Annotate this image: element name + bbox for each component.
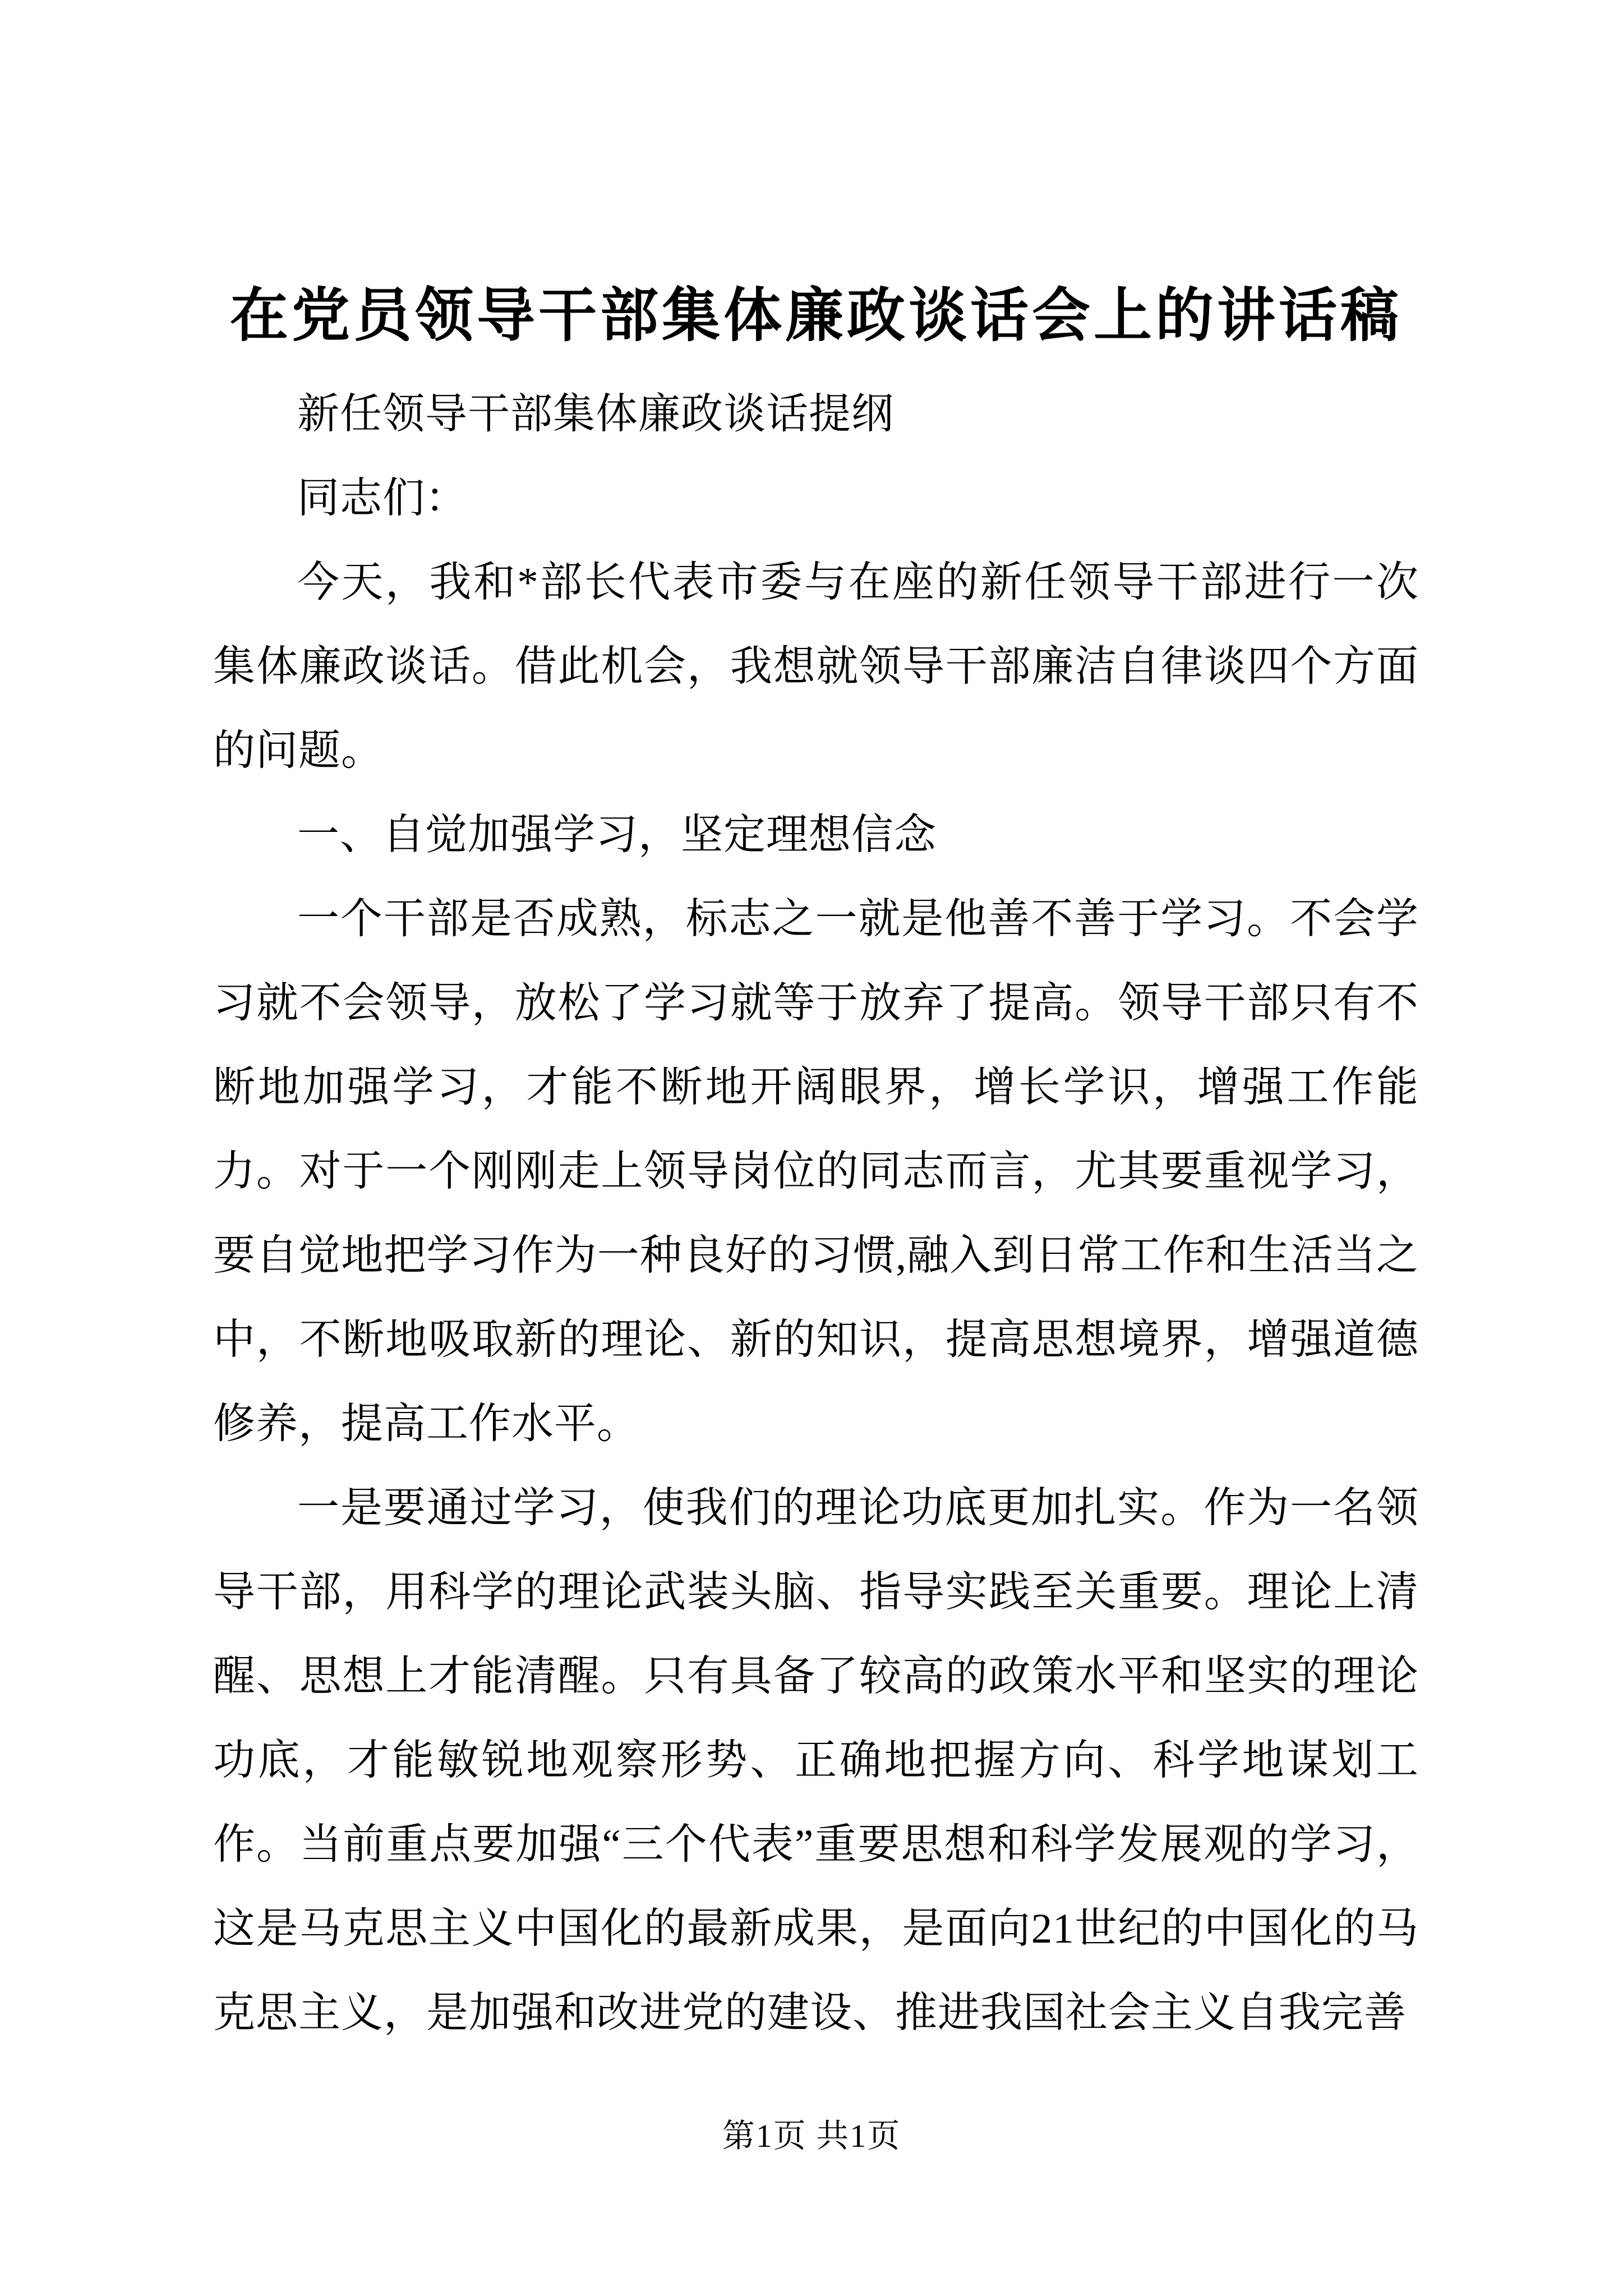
section-1-heading: 一、自觉加强学习，坚定理想信念 bbox=[297, 812, 937, 858]
page-number-label: 第1页 共1页 bbox=[722, 2118, 901, 2154]
paragraph-learning-importance: 一个干部是否成熟，标志之一就是他善不善于学习。不会学习就不会领导，放松了学习就等于放弃了提高。领导干部只有不断地加强学习，才能不断地开阔眼界，增长学识，增强工作能力。对于一个刚刚走上领导岗位的同志而言，尤其要重视学习，要自觉地把学习作为一种良好的习惯,融入到日常工作和生活当之中，不断地吸取新的理论、新的知识，提高思想境界，增强道德修养，提高工作水平。 bbox=[213, 896, 1419, 1447]
paragraph-intro: 今天，我和*部长代表市委与在座的新任领导干部进行一次集体廉政谈话。借此机会，我想就领导干部廉洁自律谈四个方面的问题。 bbox=[213, 559, 1419, 774]
page-footer bbox=[0, 2114, 1623, 2159]
salutation: 同志们： bbox=[297, 475, 468, 522]
document-subtitle: 新任领导干部集体廉政谈话提纲 bbox=[297, 391, 895, 438]
paragraph-theory-study: 一是要通过学习，使我们的理论功底更加扎实。作为一名领导干部，用科学的理论武装头脑、指导实践至关重要。理论上清醒、思想上才能清醒。只有具备了较高的政策水平和坚实的理论功底，才能敏锐地观察形势、正确地把握方向、科学地谋划工作。当前重点要加强“三个代表”重要思想和科学发展观的学习，这是马克思主义中国化的最新成果，是面向21世纪的中国化的马克思主义，是加强和改进党的建设、推进我国社会主义自我完善 bbox=[213, 1485, 1419, 2036]
document-body bbox=[213, 372, 1419, 2055]
document-title: 在党员领导干部集体廉政谈话会上的讲话稿 bbox=[229, 284, 1402, 348]
